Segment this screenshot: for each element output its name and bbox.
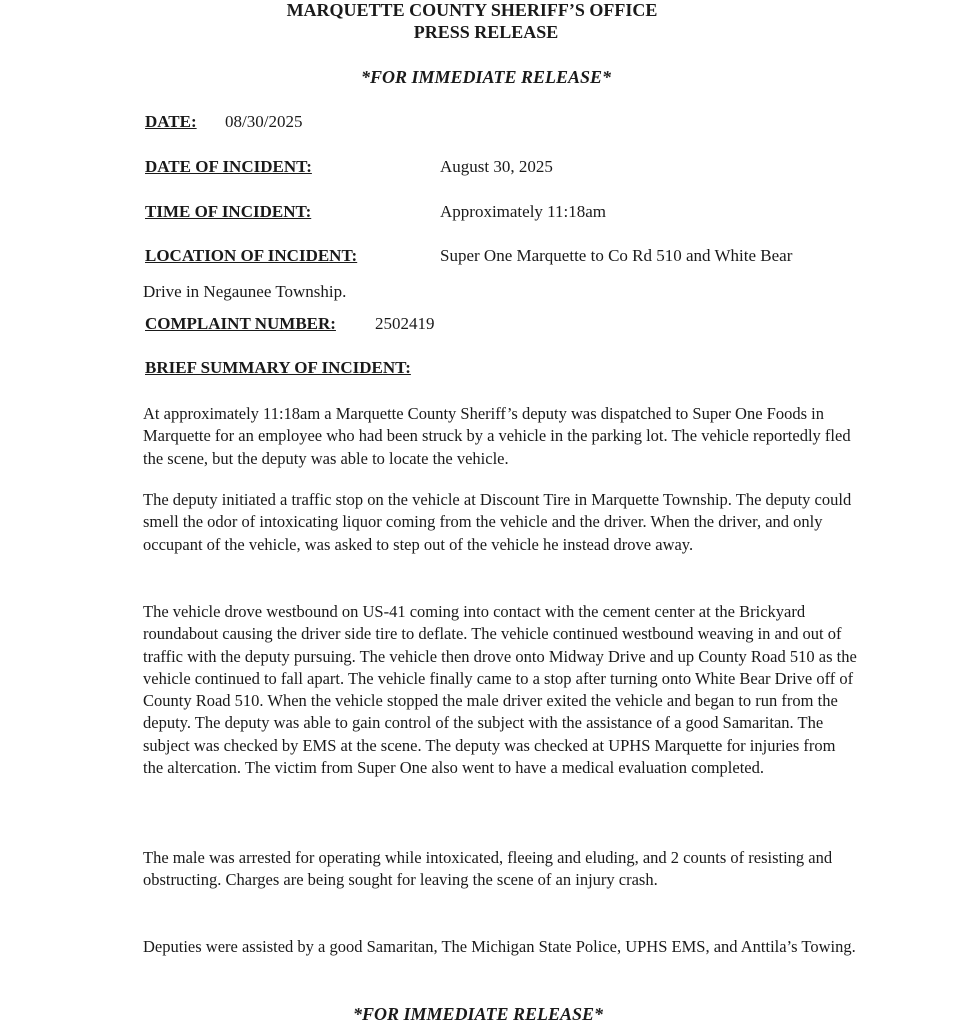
date-label: DATE: xyxy=(145,112,197,131)
incident-time-label: TIME OF INCIDENT: xyxy=(145,202,312,221)
summary-heading: BRIEF SUMMARY OF INCIDENT: xyxy=(145,358,411,377)
incident-date-label: DATE OF INCIDENT: xyxy=(145,157,312,176)
incident-time-value: Approximately 11:18am xyxy=(440,202,607,221)
summary-paragraph-1: At approximately 11:18am a Marquette County Sheriff’s deputy was dispatched to Super One Foods in Marquette for an employee who had been struck by a vehicle in the parking lot. The vehicle reportedly fled the scene, but the deputy was able to locate the vehicle. xyxy=(143,404,851,468)
location-label: LOCATION OF INCIDENT: xyxy=(145,246,358,265)
date-value: 08/30/2025 xyxy=(225,112,303,131)
incident-date-value: August 30, 2025 xyxy=(440,157,553,176)
summary-paragraph-3: The vehicle drove westbound on US-41 coming into contact with the cement center at the Brickyard roundabout causing the driver side tire to deflate. The vehicle continued westbound weaving in and out of traffic with the deputy pursuing. The vehicle then drove onto Midway Drive and up County Road 510 as the vehicle continued to fall apart. The vehicle finally came to a stop after turning onto White Bear Drive off of County Road 510. When the vehicle stopped the male driver exited the vehicle and began to run from the deputy. The deputy was able to gain control of the subject with the assistance of a good Samaritan. The subject was checked by EMS at the scene. The deputy was checked at UPHS Marquette for injuries from the altercation. The victim from Super One also went to have a medical evaluation completed. xyxy=(143,602,857,778)
summary-paragraph-2: The deputy initiated a traffic stop on the vehicle at Discount Tire in Marquette Township. The deputy could smell the odor of intoxicating liquor coming from the vehicle and the driver. When the driver, and only occupant of the vehicle, was asked to step out of the vehicle he instead drove away. xyxy=(143,490,852,554)
location-value-continued: Drive in Negaunee Township. xyxy=(143,282,347,301)
location-value: Super One Marquette to Co Rd 510 and White Bear xyxy=(440,246,793,265)
summary-paragraph-4: The male was arrested for operating while intoxicated, fleeing and eluding, and 2 counts of resisting and obstructing. Charges are being sought for leaving the scene of an injury crash. xyxy=(143,848,833,890)
summary-paragraph-5: Deputies were assisted by a good Samaritan, The Michigan State Police, UPHS EMS, and Anttila’s Towing. xyxy=(143,937,856,956)
release-notice-top: *FOR IMMEDIATE RELEASE* xyxy=(360,67,612,87)
complaint-number-label: COMPLAINT NUMBER: xyxy=(145,314,336,333)
complaint-number-value: 2502419 xyxy=(375,314,435,333)
release-notice-bottom: *FOR IMMEDIATE RELEASE* xyxy=(352,1004,604,1024)
document-type-heading: PRESS RELEASE xyxy=(413,22,559,42)
office-heading: MARQUETTE COUNTY SHERIFF’S OFFICE xyxy=(286,0,658,20)
